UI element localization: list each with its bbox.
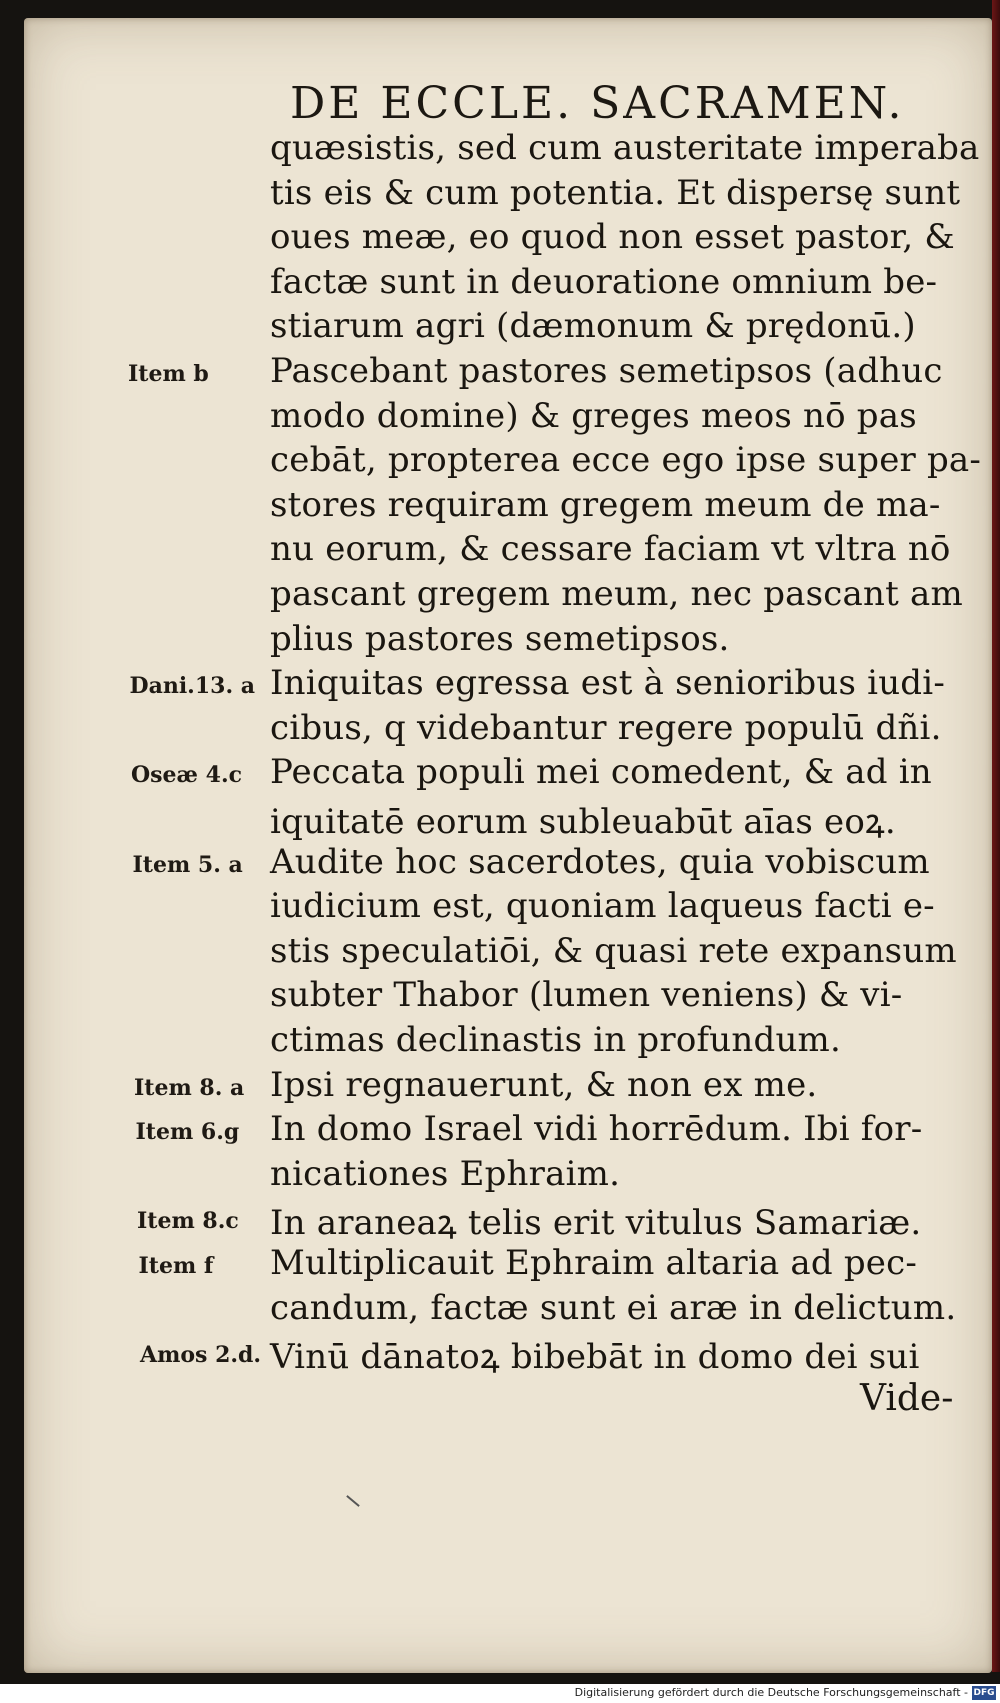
footer-bar <box>0 1684 1000 1703</box>
text-line: Ipsi regnauerunt, & non ex me. <box>270 1064 818 1105</box>
catchword: Vide- <box>860 1378 954 1419</box>
text-line: stores requiram gregem meum de ma- <box>270 484 941 525</box>
text-line: Vinū dānatoꝝ bibebāt in domo dei sui <box>270 1337 920 1378</box>
text-line: candum, factæ sunt ei aræ in delictum. <box>270 1287 957 1328</box>
text-line: oues meæ, eo quod non esset pastor, & <box>270 217 955 258</box>
text-line: plius pastores semetipsos. <box>270 618 730 659</box>
text-line: cibus, q videbantur regere populū dñi. <box>270 707 942 748</box>
text-line: nicationes Ephraim. <box>270 1153 621 1194</box>
margin-note: Item 8. a <box>134 1074 245 1101</box>
text-line: nu eorum, & cessare faciam vt vltra nō <box>270 529 951 570</box>
text-line: iudicium est, quoniam laqueus facti e- <box>270 886 935 927</box>
page-edge <box>992 0 1000 1672</box>
text-line: iquitatē eorum subleuabūt aīas eoꝝ. <box>270 802 896 842</box>
margin-note: Item 5. a <box>132 851 243 878</box>
margin-note: Dani.13. a <box>129 673 256 700</box>
text-line: pascant gregem meum, nec pascant am <box>270 574 963 614</box>
margin-note: Item b <box>128 361 209 387</box>
margin-note: Item f <box>138 1253 214 1279</box>
text-line: cebāt, propterea ecce ego ipse super pa- <box>270 440 982 481</box>
text-line: Audite hoc sacerdotes, quia vobiscum <box>270 841 930 882</box>
running-header: DE ECCLE. SACRAMEN. <box>290 78 905 129</box>
text-line: Peccata populi mei comedent, & ad in <box>270 752 932 793</box>
text-line: subter Thabor (lumen veniens) & vi- <box>270 975 903 1016</box>
text-line: ctimas declinastis in profundum. <box>270 1020 841 1060</box>
margin-note: Item 6.g <box>135 1119 240 1146</box>
dfg-logo: DFG <box>973 1688 995 1698</box>
text-line: Iniquitas egressa est à senioribus iudi- <box>270 663 946 704</box>
text-line: stis speculatiōi, & quasi rete expansum <box>270 930 957 971</box>
margin-note: Oseæ 4.c <box>131 762 243 789</box>
text-line: tis eis & cum potentia. Et dispersę sunt <box>270 172 961 213</box>
text-line: factæ sunt in deuoratione omnium be- <box>270 261 938 302</box>
margin-note: Amos 2.d. <box>140 1342 262 1369</box>
text-line: Pascebant pastores semetipsos (adhuc <box>270 351 943 391</box>
text-line: Multiplicauit Ephraim altaria ad pec- <box>270 1243 918 1283</box>
margin-note: Item 8.c <box>137 1208 239 1235</box>
text-line: modo domine) & greges meos nō pas <box>270 395 917 436</box>
text-line: quæsistis, sed cum austeritate imperaba <box>270 128 980 168</box>
footer-credit: Digitalisierung gefördert durch die Deutsche Forschungsgemeinschaft - <box>574 1686 968 1699</box>
text-line: In domo Israel vidi horrēdum. Ibi for- <box>270 1109 923 1150</box>
text-line: In araneaꝝ telis erit vitulus Samariæ. <box>270 1203 922 1244</box>
text-line: stiarum agri (dæmonum & prędonū.) <box>270 306 916 347</box>
